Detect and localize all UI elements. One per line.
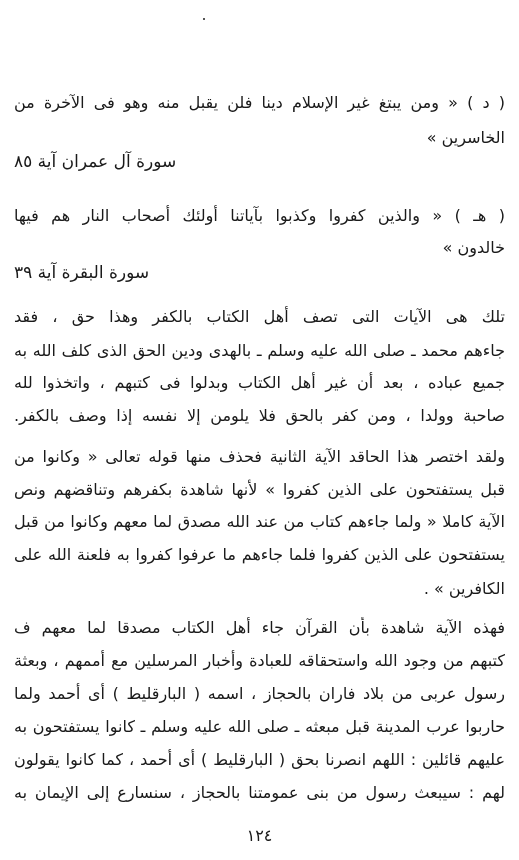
paragraph-2-line-3: الآية كاملا « ولما جاءهم كتاب من عند الله مصدق لما معهم وكانوا من قبل	[14, 512, 505, 531]
paragraph-1-line-4: صاحبة وولدا ، ومن كفر بالحق فلا يلومن إلا نفسه إذا وصف بالكفر.	[14, 406, 505, 425]
paragraph-3-line-5: عليهم قائلين : اللهم انصرنا بحق ( البارقليط ) أى أحمد ، كما كانوا يقولون	[14, 750, 505, 769]
quote-h-reference: سورة البقرة آية ٣٩	[14, 263, 150, 283]
paragraph-3-line-2: كتبهم من وجود الله واستحقاقه للعبادة وأخبار المرسلين مع أممهم ، وبعثة	[14, 651, 505, 670]
quote-d-line-1: ( د ) « ومن يبتغ غير الإسلام دينا فلن يقبل منه وهو فى الآخرة من	[14, 93, 505, 112]
paragraph-2-line-5: الكافرين » .	[423, 579, 505, 598]
paragraph-2-line-1: ولقد اختصر هذا الحاقد الآية الثانية فحذف منها قوله تعالى « وكانوا من	[14, 447, 505, 466]
paragraph-3-line-4: حاربوا عرب المدينة قبل مبعثه ـ صلى الله عليه وسلم ـ كانوا يستفتحون به	[14, 717, 505, 736]
page-number: ١٢٤	[246, 826, 273, 845]
paragraph-1-line-3: جميع عباده ، بعد أن غير أهل الكتاب وبدلوا فى كتبهم ، واتخذوا لله	[14, 373, 505, 392]
paragraph-2-line-2: قبل يستفتحون على الذين كفروا » لأنها شاهدة بكفرهم وتناقضهم ونص	[14, 480, 505, 499]
paragraph-2-line-4: يستفتحون على الذين كفروا فلما جاءهم ما عرفوا كفروا به فلعنة الله على	[14, 545, 505, 564]
paragraph-1-line-1: تلك هى الآيات التى تصف أهل الكتاب بالكفر وهذا حق ، فقد	[14, 307, 505, 326]
quote-d-reference: سورة آل عمران آية ٨٥	[14, 152, 177, 172]
paragraph-1-line-2: جاءهم محمد ـ صلى الله عليه وسلم ـ بالهدى ودين الحق الذى كلف الله به	[14, 341, 505, 360]
paragraph-3-line-6: لهم : سيبعث رسول من بنى عمومتنا بالحجاز ، سنسارع إلى الإيمان به	[14, 783, 505, 802]
quote-h-line-1: ( هـ ) « والذين كفروا وكذبوا بآياتنا أولئك أصحاب النار هم فيها	[14, 206, 505, 225]
paragraph-3-line-3: رسول عربى من بلاد فاران بالحجاز ، اسمه ( البارقليط ) أى أحمد ولما	[14, 684, 505, 703]
quote-d-line-2: الخاسرين »	[426, 128, 505, 147]
quote-h-line-2: خالدون »	[442, 238, 505, 257]
paragraph-3-line-1: فهذه الآية شاهدة بأن القرآن جاء أهل الكتاب مصدقا لما معهم ف	[14, 618, 505, 637]
speck-mark	[203, 18, 205, 20]
